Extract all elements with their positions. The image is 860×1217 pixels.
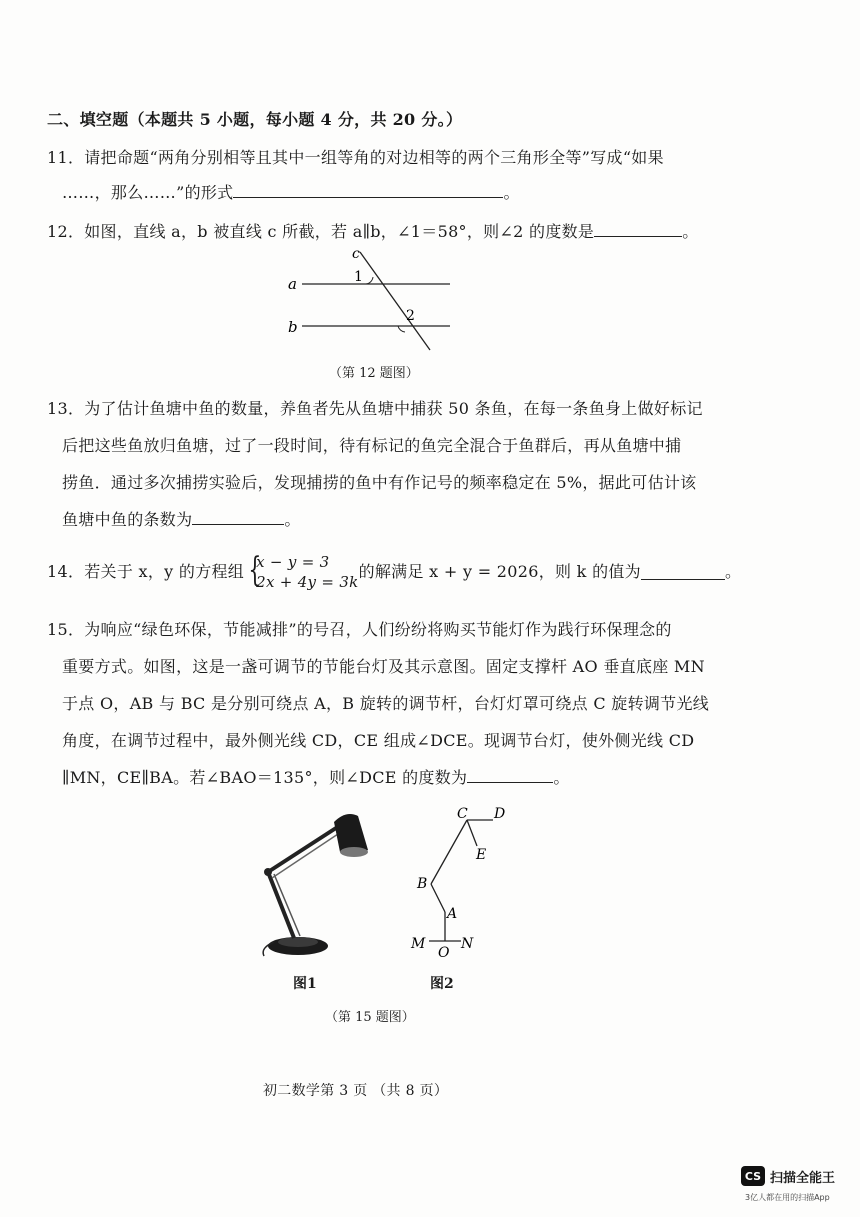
q12-figure: [280, 244, 460, 354]
q14-text: [47, 552, 741, 592]
lamp-base-top: [278, 937, 318, 947]
q14-answer-blank[interactable]: [641, 565, 725, 580]
q13-line3: 捞鱼．通过多次捕捞实验后，发现捕捞的鱼中有作记号的频率稳定在 5%，据此可估计该: [62, 473, 697, 492]
desk-lamp-illustration: [250, 810, 375, 960]
q12-caption: （第 12 题图）: [329, 366, 419, 381]
q15-line3: 于点 O，AB 与 BC 是分别可绕点 A，B 旋转的调节杆，台灯灯罩可绕点 C 旋转调节光线: [62, 694, 710, 713]
label-N: N: [461, 936, 474, 952]
q14-middle: 的解满足 x + y = 2026，则 k 的值为: [358, 562, 641, 581]
label-1: 1: [354, 269, 363, 285]
q11-line2: [62, 180, 520, 203]
label-C: C: [457, 806, 468, 822]
q12-question: 12．如图，直线 a，b 被直线 c 所截，若 a∥b，∠1＝58°，则∠2 的度数是: [47, 222, 595, 241]
angle-1-arc: [366, 277, 373, 284]
segment-BC: [431, 820, 467, 884]
watermark-subtext: 3亿人都在用的扫描App: [745, 1193, 830, 1202]
lamp-upper-arm: [268, 828, 336, 872]
q15-line5: [62, 765, 570, 788]
q15-period: 。: [553, 768, 570, 787]
label-c: c: [352, 246, 360, 262]
label-2: 2: [406, 308, 415, 324]
q14-eq1: x − y = 3: [256, 553, 330, 571]
label-D: D: [494, 806, 506, 822]
segment-AB: [431, 884, 445, 912]
section-title: 二、填空题（本题共 5 小题，每小题 4 分，共 20 分。）: [47, 110, 463, 129]
q12-answer-blank[interactable]: [594, 222, 682, 237]
watermark-text: 扫描全能王: [770, 1170, 836, 1186]
label-M: M: [411, 936, 426, 952]
q13-period: 。: [284, 510, 301, 529]
q13-answer-blank[interactable]: [192, 510, 284, 525]
q15-line4: 角度，在调节过程中，最外侧光线 CD，CE 组成∠DCE。现调节台灯，使外侧光线 CD: [62, 731, 695, 750]
q11-line2-text: ……，那么……”的形式: [62, 183, 234, 202]
lamp-lower-arm: [268, 872, 294, 938]
q13-line4-text: 鱼塘中鱼的条数为: [62, 510, 193, 529]
page-footer: 初二数学第 3 页 （共 8 页）: [263, 1083, 449, 1099]
q11-line1: 11．请把命题“两角分别相等且其中一组等角的对边相等的两个三角形全等”写成“如果: [47, 148, 664, 167]
q13-line2: 后把这些鱼放归鱼塘，过了一段时间，待有标记的鱼完全混合于鱼群后，再从鱼塘中捕: [62, 436, 682, 455]
fig1-label: 图1: [293, 976, 317, 992]
q12-text: [47, 219, 699, 242]
label-A: A: [447, 906, 458, 922]
q14-period: 。: [724, 562, 742, 581]
segment-CE: [467, 820, 477, 846]
q14-eq2: 2x + 4y = 3k: [256, 573, 359, 591]
q11-answer-blank[interactable]: [233, 183, 503, 198]
line-c: [360, 252, 430, 350]
fig2-label: 图2: [430, 976, 454, 992]
q13-line4: [62, 507, 301, 530]
label-O: O: [438, 945, 450, 961]
label-b: b: [288, 318, 298, 336]
label-E: E: [476, 847, 487, 863]
lamp-lower-spring: [274, 874, 300, 936]
label-B: B: [417, 876, 428, 892]
q14-prefix: 14．若关于 x，y 的方程组: [47, 562, 245, 581]
lamp-shade-rim: [340, 847, 368, 857]
lamp-schematic: [405, 800, 520, 965]
q14-equation-system: { x − y = 3 2x + 4y = 3k: [248, 550, 359, 591]
camscanner-logo-icon: CS: [741, 1166, 765, 1186]
q15-line5-text: ∥MN，CE∥BA。若∠BAO＝135°，则∠DCE 的度数为: [62, 768, 468, 787]
q13-line1: 13．为了估计鱼塘中鱼的数量，养鱼者先从鱼塘中捕获 50 条鱼，在每一条鱼身上做好标记: [47, 399, 703, 418]
q11-period: 。: [503, 183, 520, 202]
q15-line2: 重要方式。如图，这是一盏可调节的节能台灯及其示意图。固定支撑杆 AO 垂直底座 MN: [62, 657, 705, 676]
scanner-watermark: [741, 1166, 835, 1186]
q15-line1: 15．为响应“绿色环保，节能减排”的号召，人们纷纷将购买节能灯作为践行环保理念的: [47, 620, 672, 639]
lamp-upper-spring: [272, 834, 338, 878]
q15-answer-blank[interactable]: [467, 768, 553, 783]
q12-period: 。: [682, 222, 699, 241]
label-a: a: [288, 275, 297, 293]
q15-caption: （第 15 题图）: [325, 1010, 415, 1025]
angle-2-arc: [398, 326, 405, 332]
